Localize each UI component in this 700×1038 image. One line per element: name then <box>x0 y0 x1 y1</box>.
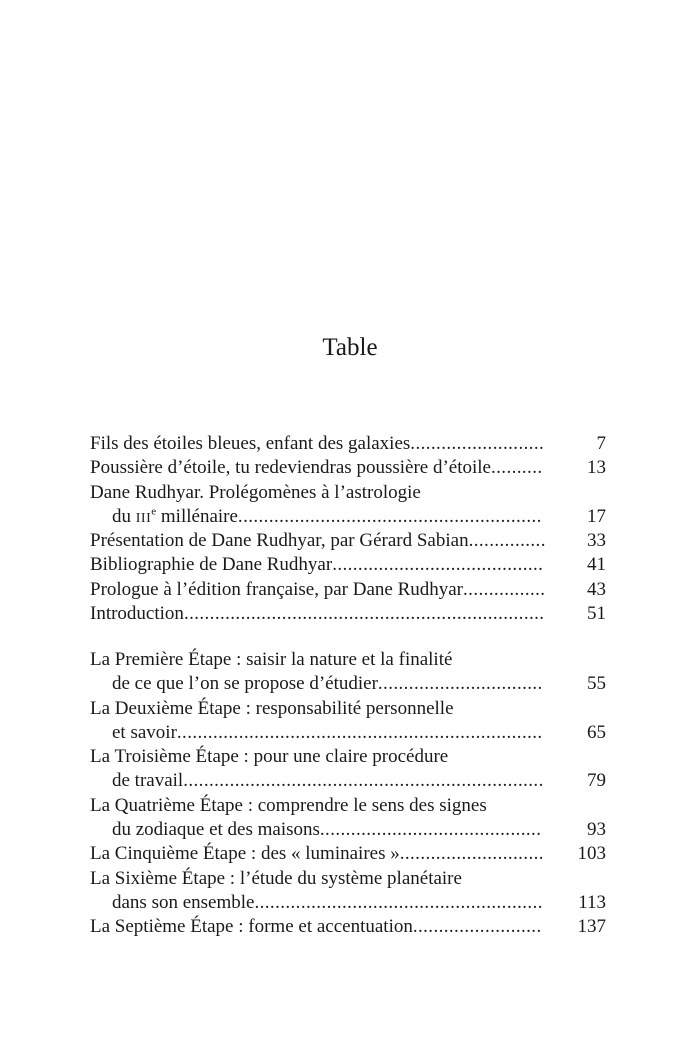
toc-entry <box>90 867 606 891</box>
table-of-contents-steps <box>90 648 606 940</box>
toc-entry-continuation <box>90 818 606 842</box>
toc-entry-title: La Première Étape : saisir la nature et la finalité <box>90 649 453 670</box>
toc-entry <box>90 432 606 456</box>
toc-entry-title: Prologue à l’édition française, par Dane Rudhyar................ <box>90 578 546 600</box>
toc-page-number: 51 <box>587 603 606 625</box>
table-of-contents-front-matter <box>90 432 606 626</box>
toc-entry <box>90 553 606 577</box>
toc-entry <box>90 456 606 480</box>
toc-page-number: 33 <box>587 530 606 552</box>
toc-entry <box>90 697 606 721</box>
toc-entry-continuation <box>90 505 606 529</box>
toc-entry-title: Poussière d’étoile, tu redeviendras poussière d’étoile.......... <box>90 457 543 479</box>
toc-page-number: 41 <box>587 554 606 576</box>
toc-page-number: 93 <box>587 819 606 841</box>
toc-entry-title: de travail...................................................................... <box>112 770 544 792</box>
toc-entry <box>90 794 606 818</box>
toc-entry <box>90 648 606 672</box>
toc-entry-title: de ce que l’on se propose d’étudier................................ <box>112 673 543 695</box>
toc-page-number: 43 <box>587 578 606 600</box>
toc-entry <box>90 481 606 505</box>
toc-entry-title: Dane Rudhyar. Prolégomènes à l’astrologie <box>90 481 421 503</box>
toc-entry-continuation <box>90 672 606 696</box>
toc-entry-title: La Troisième Étape : pour une claire procédure <box>90 746 449 768</box>
toc-page-number: 17 <box>587 505 606 527</box>
toc-entry-title: du zodiaque et des maisons........................................... <box>112 819 542 841</box>
toc-entry-title: du IIIe millénaire........................................................... <box>112 505 542 527</box>
toc-page-number: 79 <box>587 770 606 792</box>
toc-entry-title: La Cinquième Étape : des « luminaires »............................ <box>90 843 544 865</box>
toc-entry-continuation <box>90 721 606 745</box>
toc-entry <box>90 578 606 602</box>
toc-entry <box>90 915 606 939</box>
toc-entry-title: Présentation de Dane Rudhyar, par Gérard Sabian............... <box>90 530 546 552</box>
toc-page-number: 55 <box>587 673 606 695</box>
toc-entry-title: La Deuxième Étape : responsabilité personnelle <box>90 697 454 719</box>
toc-page-number: 137 <box>577 916 606 938</box>
toc-page-number: 65 <box>587 721 606 743</box>
toc-entry-title: La Sixième Étape : l’étude du système planétaire <box>90 867 462 889</box>
toc-entry-title: La Septième Étape : forme et accentuation......................... <box>90 916 542 938</box>
toc-entry <box>90 745 606 769</box>
toc-entry-title: Fils des étoiles bleues, enfant des galaxies.......................... <box>90 433 545 454</box>
toc-entry-continuation <box>90 769 606 793</box>
toc-page-number: 113 <box>578 891 606 913</box>
toc-page-number: 13 <box>587 457 606 479</box>
toc-page-number: 7 <box>596 433 606 454</box>
toc-entry-title: et savoir....................................................................... <box>112 721 543 743</box>
toc-entry <box>90 842 606 866</box>
toc-page-number: 103 <box>577 843 606 865</box>
toc-entry <box>90 602 606 626</box>
toc-entry-title: Bibliographie de Dane Rudhyar......................................... <box>90 554 544 576</box>
toc-entry-title: dans son ensemble........................................................ <box>112 891 543 913</box>
toc-entry-title: Introduction...................................................................... <box>90 603 545 625</box>
toc-entry-title: La Quatrième Étape : comprendre le sens des signes <box>90 794 487 816</box>
toc-entry-continuation <box>90 891 606 915</box>
page-title: Table <box>322 334 378 361</box>
toc-entry <box>90 529 606 553</box>
